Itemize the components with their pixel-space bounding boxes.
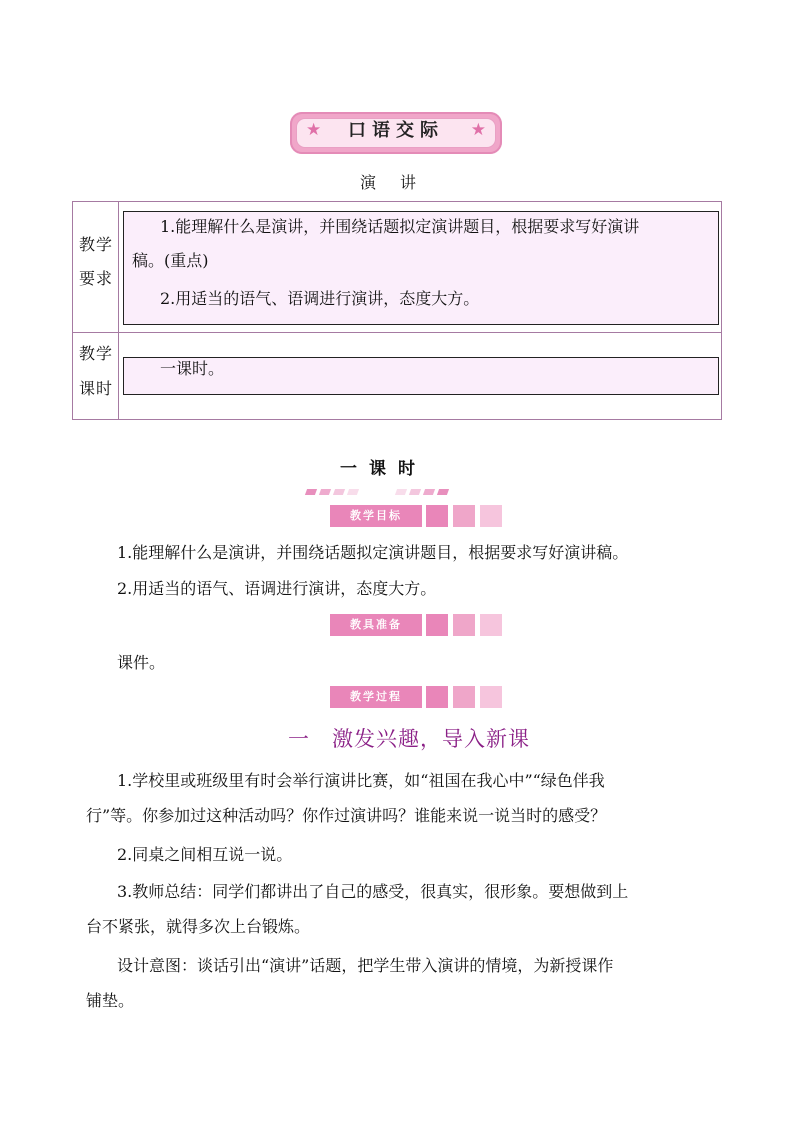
materials-tag-label: 教具准备 xyxy=(330,614,422,636)
table-right-line xyxy=(721,201,722,420)
star-left-icon: ★ xyxy=(306,120,322,140)
process-p1b: 行”等。你参加过这种活动吗？你作过演讲吗？谁能来说一说当时的感受？ xyxy=(86,806,607,825)
topic-banner xyxy=(290,112,502,154)
banner-title: 口语交际 xyxy=(348,120,444,141)
hours-label-1: 教学 xyxy=(78,344,113,363)
process-p4b: 铺垫。 xyxy=(86,991,135,1010)
process-p1a: 1.学校里或班级里有时会举行演讲比赛，如“祖国在我心中”“绿色伴我 xyxy=(117,771,605,790)
goals-label-2: 要求 xyxy=(78,269,113,288)
objective-1: 1.能理解什么是演讲，并围绕话题拟定演讲题目，根据要求写好演讲稿。 xyxy=(117,543,629,562)
hours-value: 一课时。 xyxy=(160,359,225,378)
heading-decoration-left xyxy=(306,480,362,488)
lesson-title: 演讲 xyxy=(360,173,441,192)
table-bottom-line xyxy=(72,419,722,420)
process-tag-label: 教学过程 xyxy=(330,686,422,708)
hours-label-2: 课时 xyxy=(78,379,113,398)
objectives-tag xyxy=(330,505,502,527)
table-left-line xyxy=(72,201,73,420)
materials-text: 课件。 xyxy=(117,653,166,672)
process-p3a: 3.教师总结：同学们都讲出了自己的感受，很真实，很形象。要想做到上 xyxy=(117,882,629,901)
objectives-tag-label: 教学目标 xyxy=(330,505,422,527)
goals-line-1a: 1.能理解什么是演讲，并围绕话题拟定演讲题目，根据要求写好演讲 xyxy=(160,217,640,236)
table-row-line xyxy=(72,332,722,333)
goals-line-2: 2.用适当的语气、语调进行演讲，态度大方。 xyxy=(160,289,480,308)
star-right-icon: ★ xyxy=(470,120,486,140)
heading-decoration-right xyxy=(396,480,452,488)
goals-label-1: 教学 xyxy=(78,235,113,254)
goals-line-1b: 稿。(重点) xyxy=(132,251,209,270)
objective-2: 2.用适当的语气、语调进行演讲，态度大方。 xyxy=(117,579,437,598)
process-p4a: 设计意图：谈话引出“演讲”话题，把学生带入演讲的情境，为新授课作 xyxy=(117,956,614,975)
table-divider-line xyxy=(118,201,119,420)
step-heading: 一 激发兴趣，导入新课 xyxy=(288,727,530,751)
process-tag xyxy=(330,686,502,708)
table-top-line xyxy=(72,201,722,202)
section-heading: 一课时 xyxy=(340,459,427,479)
process-p3b: 台不紧张，就得多次上台锻炼。 xyxy=(86,917,311,936)
materials-tag xyxy=(330,614,502,636)
process-p2: 2.同桌之间相互说一说。 xyxy=(117,845,293,864)
